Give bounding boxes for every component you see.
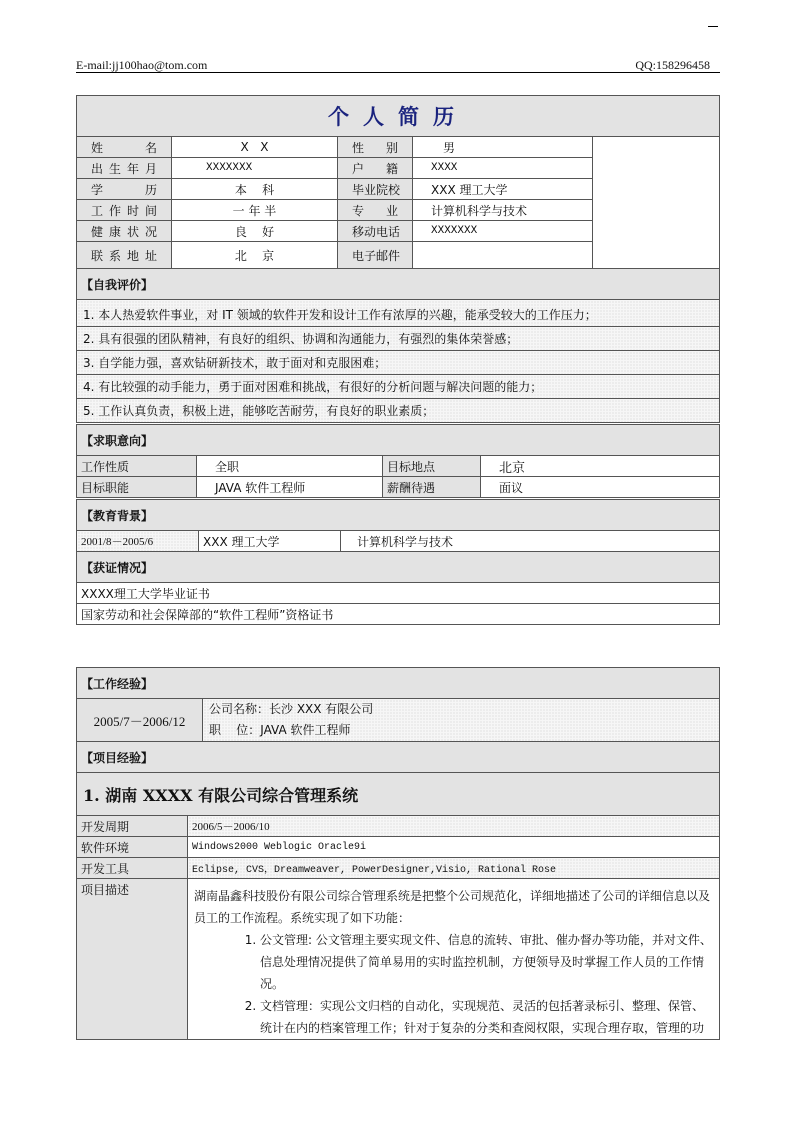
project-table	[76, 815, 720, 1040]
certificate-item: 国家劳动和社会保障部的“软件工程师”资格证书	[77, 604, 720, 625]
basic-value	[413, 242, 593, 269]
education-table	[76, 499, 720, 625]
project-desc-label: 项目描述	[77, 879, 188, 1040]
work-company: 公司名称：长沙 XXX 有限公司	[209, 702, 374, 716]
basic-label: 性 别	[338, 137, 413, 158]
project-value: 2006/5－2006/10	[188, 816, 720, 837]
project-heading: 【项目经验】	[77, 742, 720, 773]
certificate-item: XXXX理工大学毕业证书	[77, 583, 720, 604]
basic-label: 学 历	[77, 179, 172, 200]
basic-value: XXXX	[413, 158, 593, 179]
education-heading: 【教育背景】	[77, 500, 720, 531]
basic-value: 计算机科学与技术	[413, 200, 593, 221]
self-eval-item: 2. 具有很强的团队精神，有良好的组织、协调和沟通能力，有强烈的集体荣誉感；	[77, 327, 720, 351]
project-label: 开发周期	[77, 816, 188, 837]
basic-label: 姓 名	[77, 137, 172, 158]
intent-label: 工作性质	[77, 456, 197, 477]
certificates-heading: 【获证情况】	[77, 552, 720, 583]
self-eval-item: 4. 有比较强的动手能力，勇于面对困难和挑战，有很好的分析问题与解决问题的能力；	[77, 375, 720, 399]
intent-value: JAVA 软件工程师	[197, 477, 383, 498]
basic-label: 专 业	[338, 200, 413, 221]
basic-value: 良 好	[172, 221, 338, 242]
intent-label: 目标地点	[383, 456, 481, 477]
basic-value: XXXXXXX	[172, 158, 338, 179]
intent-label: 目标职能	[77, 477, 197, 498]
header-dash	[708, 26, 718, 27]
work-heading: 【工作经验】	[77, 668, 720, 699]
work-table	[76, 667, 720, 816]
job-intent-heading: 【求职意向】	[77, 425, 720, 456]
project-value: Eclipse, CVS，Dreamweaver, PowerDesigner,Visio, Rational Rose	[188, 858, 720, 879]
basic-value: 男	[413, 137, 593, 158]
basic-value: 本 科	[172, 179, 338, 200]
project-label: 软件环境	[77, 837, 188, 858]
header-email: E-mail:jj100hao@tom.com	[76, 58, 208, 72]
basic-label: 工作时间	[77, 200, 172, 221]
project-value: Windows2000 Weblogic Oracle9i	[188, 837, 720, 858]
education-major: 计算机科学与技术	[341, 531, 720, 552]
self-eval-heading: 【自我评价】	[77, 269, 720, 300]
project-desc-intro: 湖南晶鑫科技股份有限公司综合管理系统是把整个公司规范化，详细地描述了公司的详细信息以及员工的工作流程。系统实现了如下功能：	[194, 889, 711, 925]
education-period: 2001/8－2005/6	[77, 531, 199, 552]
basic-value: 一 年 半	[172, 200, 338, 221]
work-period: 2005/7－2006/12	[77, 699, 203, 742]
basic-label: 电子邮件	[338, 242, 413, 269]
basic-value: 北 京	[172, 242, 338, 269]
resume-title: 个人简历	[77, 96, 720, 137]
intent-value: 面议	[481, 477, 720, 498]
basic-value: X X	[172, 137, 338, 158]
project-desc-item: 2. 文档管理：实现公文归档的自动化，实现规范、灵活的包括著录标引、整理、保管、统计在内的档案管理工作；针对于复杂的分类和查阅权限，实现合理存取，管理的功	[260, 995, 713, 1039]
work-position: 职 位：JAVA 软件工程师	[209, 723, 351, 737]
basic-label: 健康状况	[77, 221, 172, 242]
self-eval-item: 5. 工作认真负责，积极上进，能够吃苦耐劳，有良好的职业素质；	[77, 399, 720, 423]
resume-table	[76, 95, 720, 423]
education-school: XXX 理工大学	[199, 531, 341, 552]
self-eval-item: 3. 自学能力强，喜欢钻研新技术，敢于面对和克服困难；	[77, 351, 720, 375]
photo-box	[593, 137, 720, 269]
project-desc-item: 1. 公文管理: 公文管理主要实现文件、信息的流转、审批、催办督办等功能，并对文件、信息处理情况提供了简单易用的实时监控机制，方便领导及时掌握工作人员的工作情况。	[260, 929, 713, 995]
intent-table	[76, 424, 720, 498]
project-desc-list	[194, 929, 713, 1039]
header-rule	[76, 72, 720, 73]
basic-value: XXXXXXX	[413, 221, 593, 242]
intent-value: 北京	[481, 456, 720, 477]
basic-value: XXX 理工大学	[413, 179, 593, 200]
basic-label: 出生年月	[77, 158, 172, 179]
intent-label: 薪酬待遇	[383, 477, 481, 498]
basic-label: 毕业院校	[338, 179, 413, 200]
project-name: 1. 湖南 XXXX 有限公司综合管理系统	[77, 773, 720, 816]
project-label: 开发工具	[77, 858, 188, 879]
intent-value: 全职	[197, 456, 383, 477]
basic-label: 移动电话	[338, 221, 413, 242]
basic-label: 户 籍	[338, 158, 413, 179]
header-qq: QQ:158296458	[635, 58, 710, 72]
basic-label: 联系地址	[77, 242, 172, 269]
self-eval-item: 1. 本人热爱软件事业，对 IT 领域的软件开发和设计工作有浓厚的兴趣，能承受较大的工作压力；	[77, 300, 720, 327]
